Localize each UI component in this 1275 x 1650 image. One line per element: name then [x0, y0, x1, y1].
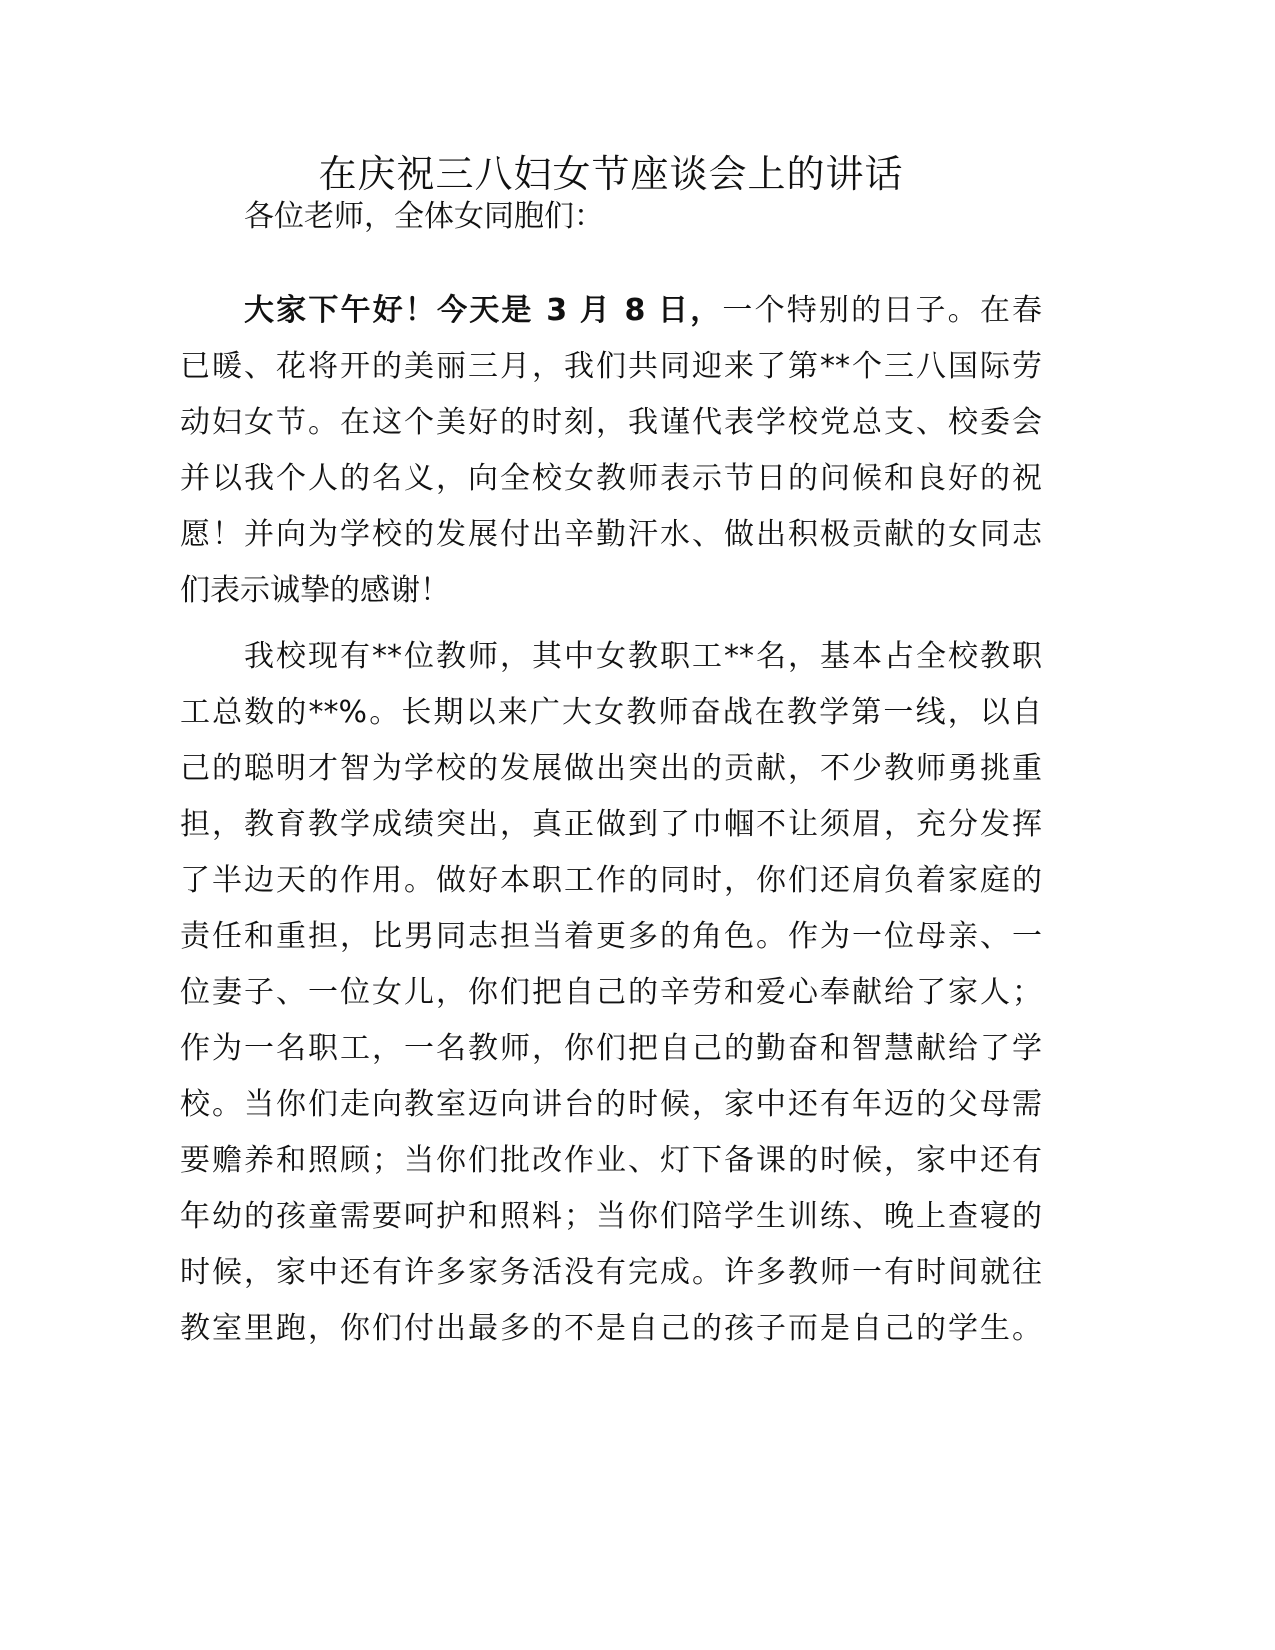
- paragraph-2-line-10: 要赡养和照顾；当你们批改作业、灯下备课的时候，家中还有: [180, 1143, 1042, 1178]
- paragraph-2-line-2: 工总数的**%。长期以来广大女教师奋战在教学第一线，以自: [180, 695, 1042, 730]
- paragraph-2-line-12: 时候，家中还有许多家务活没有完成。许多教师一有时间就往: [180, 1255, 1042, 1290]
- paragraph-1-line-4: 并以我个人的名义，向全校女教师表示节日的问候和良好的祝: [180, 461, 1042, 496]
- paragraph-2-line-4: 担，教育教学成绩突出，真正做到了巾帼不让须眉，充分发挥: [180, 807, 1042, 842]
- paragraph-1-line-2: 已暖、花将开的美丽三月，我们共同迎来了第**个三八国际劳: [180, 349, 1042, 384]
- paragraph-1-line-1: [244, 282, 1042, 340]
- paragraph-2-line-8: 作为一名职工，一名教师，你们把自己的勤奋和智慧献给了学: [180, 1031, 1042, 1066]
- paragraph-2-line-13: 教室里跑，你们付出最多的不是自己的孩子而是自己的学生。: [180, 1311, 1042, 1346]
- paragraph-2-line-7: 位妻子、一位女儿，你们把自己的辛劳和爱心奉献给了家人；: [180, 975, 1042, 1010]
- paragraph-1-line-1-text: 一个特别的日子。在春: [722, 293, 1042, 328]
- paragraph-2-line-11: 年幼的孩童需要呵护和照料；当你们陪学生训练、晚上查寝的: [180, 1199, 1042, 1234]
- document-title: 在庆祝三八妇女节座谈会上的讲话: [318, 152, 904, 196]
- paragraph-1-line-3: 动妇女节。在这个美好的时刻，我谨代表学校党总支、校委会: [180, 405, 1042, 440]
- paragraph-1-bold-lead: 大家下午好！今天是 3 月 8 日，: [244, 293, 723, 328]
- paragraph-1-line-6: 们表示诚挚的感谢！: [180, 573, 450, 608]
- paragraph-2-line-6: 责任和重担，比男同志担当着更多的角色。作为一位母亲、一: [180, 919, 1042, 954]
- document-page: [180, 0, 1042, 1650]
- paragraph-2-line-1: 我校现有**位教师，其中女教职工**名，基本占全校教职: [244, 639, 1042, 674]
- paragraph-2-line-3: 己的聪明才智为学校的发展做出突出的贡献，不少教师勇挑重: [180, 751, 1042, 786]
- paragraph-1-line-5: 愿！并向为学校的发展付出辛勤汗水、做出积极贡献的女同志: [180, 517, 1042, 552]
- paragraph-2-line-9: 校。当你们走向教室迈向讲台的时候，家中还有年迈的父母需: [180, 1087, 1042, 1122]
- paragraph-2-line-5: 了半边天的作用。做好本职工作的同时，你们还肩负着家庭的: [180, 863, 1042, 898]
- salutation: 各位老师，全体女同胞们：: [244, 199, 604, 234]
